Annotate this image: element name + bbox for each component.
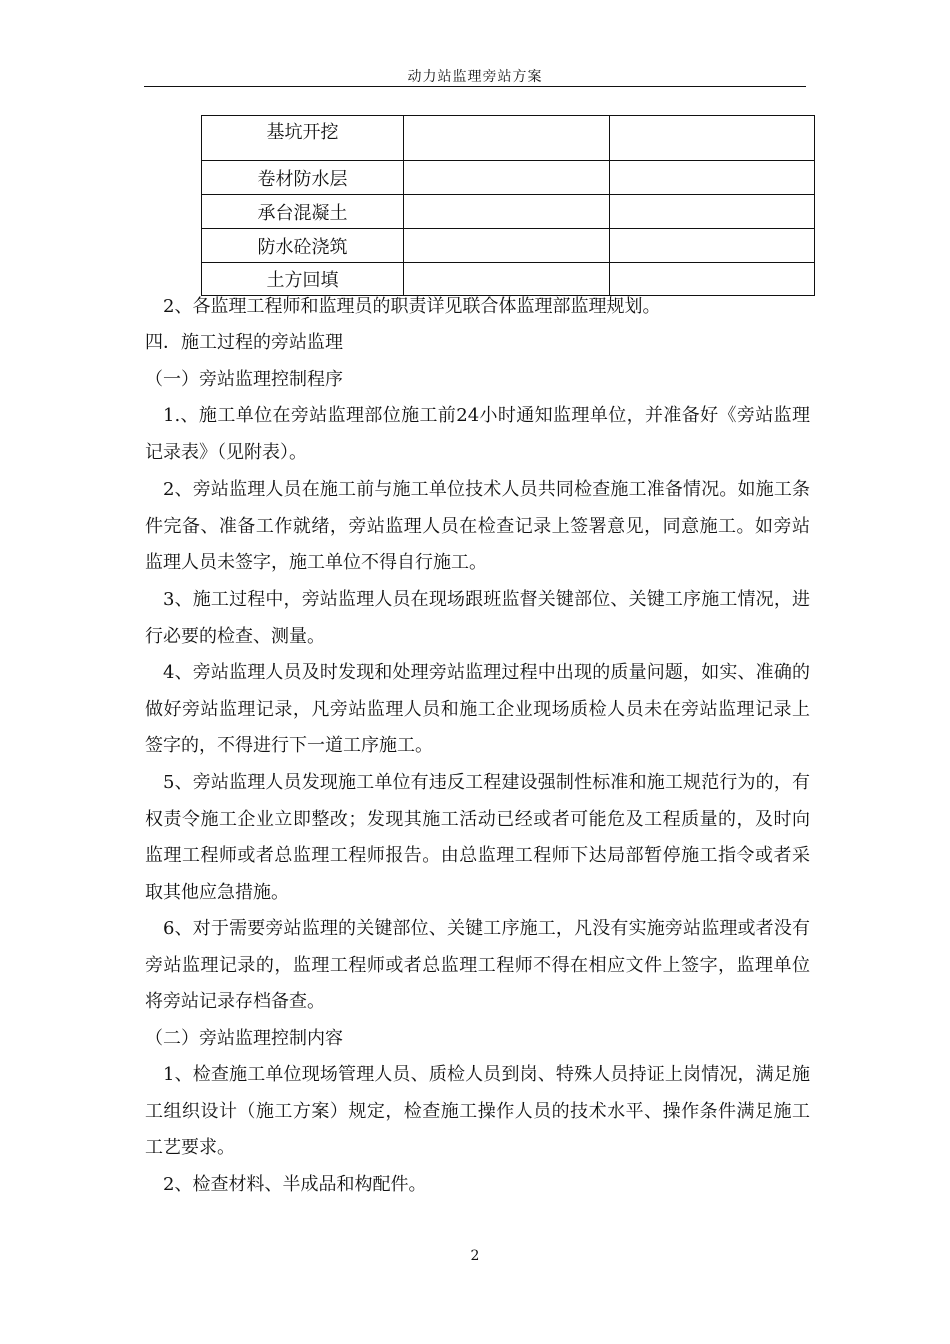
table-cell-item: 防水砼浇筑 [202,229,404,263]
table-cell-item: 承台混凝土 [202,195,404,229]
table-cell-item: 基坑开挖 [202,116,404,161]
subsection-heading-2: （二）旁站监理控制内容 [145,1028,343,1049]
page-number: 2 [470,1248,480,1264]
paragraph-item-1: 1.、施工单位在旁站监理部位施工前24小时通知监理单位，并准备好《旁站监理记录表》（见附表）。 [145,405,810,463]
table-cell-empty [610,161,815,195]
paragraph-item-3: 3、施工过程中，旁站监理人员在现场跟班监督关键部位、关键工序施工情况，进行必要的检查、测量。 [145,589,810,647]
paragraph-item-6: 6、对于需要旁站监理的关键部位、关键工序施工，凡没有实施旁站监理或者没有旁站监理记录的，监理工程师或者总监理工程师不得在相应文件上签字，监理单位将旁站记录存档备查。 [145,918,810,1012]
paragraph-duties: 2、各监理工程师和监理员的职责详见联合体监理部监理规划。 [163,296,661,317]
table-cell-empty [404,116,610,161]
paragraph-content-1: 1、检查施工单位现场管理人员、质检人员到岗、特殊人员持证上岗情况，满足施工组织设计（施工方案）规定，检查施工操作人员的技术水平、操作条件满足施工工艺要求。 [145,1064,810,1158]
paragraph-item-4: 4、旁站监理人员及时发现和处理旁站监理过程中出现的质量问题，如实、准确的做好旁站监理记录，凡旁站监理人员和施工企业现场质检人员未在旁站监理记录上签字的，不得进行下一道工序施工。 [145,662,810,756]
table-cell-empty [610,116,815,161]
paragraph-content-2: 2、检查材料、半成品和构配件。 [163,1174,427,1195]
header-divider [144,86,806,87]
subsection-heading-1: （一）旁站监理控制程序 [145,369,343,390]
table-row [202,161,815,195]
table-cell-empty [404,229,610,263]
table-cell-item: 土方回填 [202,263,404,296]
table-cell-empty [404,195,610,229]
paragraph-item-2: 2、旁站监理人员在施工前与施工单位技术人员共同检查施工准备情况。如施工条件完备、准备工作就绪，旁站监理人员在检查记录上签署意见，同意施工。如旁站监理人员未签字，施工单位不得自行施工。 [145,479,810,573]
table-cell-empty [404,161,610,195]
table-row [202,195,815,229]
table-cell-item: 卷材防水层 [202,161,404,195]
table-cell-empty [610,229,815,263]
section-heading-4: 四．施工过程的旁站监理 [145,332,343,353]
inspection-items-table [201,115,815,296]
table-cell-empty [610,195,815,229]
table-row [202,116,815,161]
paragraph-item-5: 5、旁站监理人员发现施工单位有违反工程建设强制性标准和施工规范行为的，有权责令施工企业立即整改；发现其施工活动已经或者可能危及工程质量的，及时向监理工程师或者总监理工程师报告。由总监理工程师下达局部暂停施工指令或者采取其他应急措施。 [145,772,810,903]
table-row [202,229,815,263]
page-header-title: 动力站监理旁站方案 [407,69,543,85]
